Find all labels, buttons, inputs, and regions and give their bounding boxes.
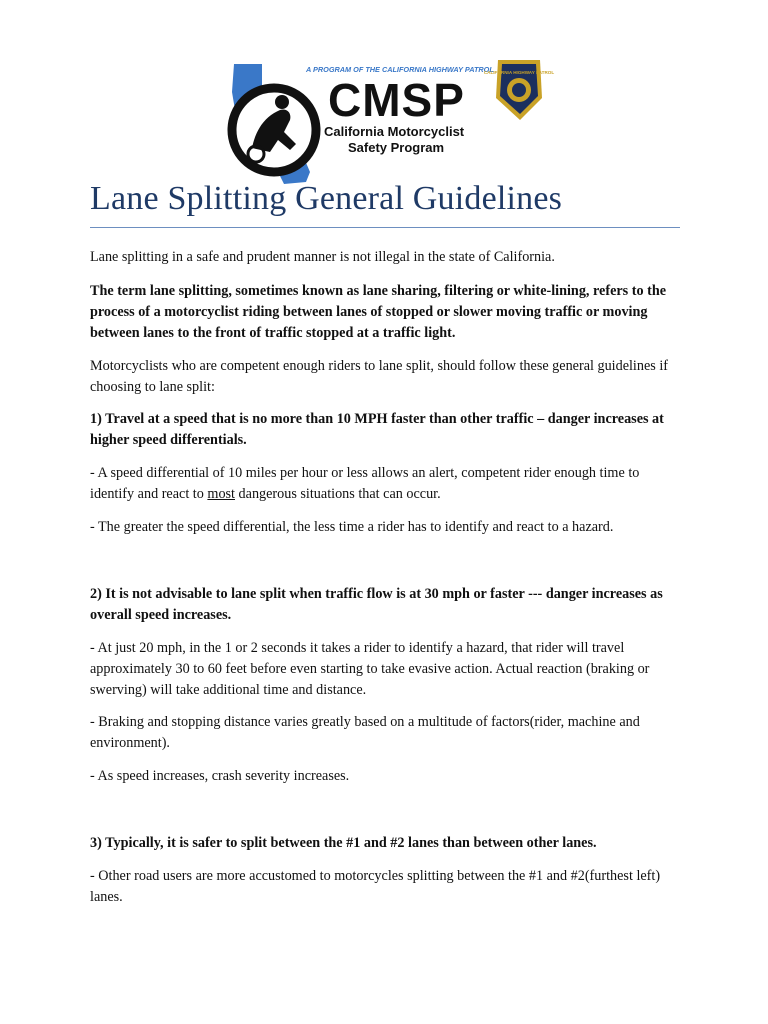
point-text-before: - A speed differential of 10 miles per hour or less allows an alert, competent rider enough time to identify and react to	[90, 465, 640, 502]
guideline-3-point-1: - Other road users are more accustomed to motorcycles splitting between the #1 and #2(furthest left) lanes.	[90, 868, 661, 905]
cmsp-logo-graphic	[226, 58, 555, 188]
guideline-3-heading: 3) Typically, it is safer to split between the #1 and #2 lanes than between other lanes.	[90, 835, 597, 851]
emphasized-word: most	[207, 486, 235, 502]
logo-name-line1: California Motorcyclist	[324, 124, 465, 139]
guideline-1-heading: 1) Travel at a speed that is no more than 10 MPH faster than other traffic – danger increases at higher speed differentials.	[90, 411, 664, 448]
badge-text: CALIFORNIA HIGHWAY PATROL	[483, 70, 555, 75]
definition-paragraph: The term lane splitting, sometimes known as lane sharing, filtering or white-lining, refers to the process of a motorcyclist riding between lanes of stopped or slower moving traffic or moving between lanes to the front of traffic stopped at a traffic light.	[90, 283, 667, 341]
guideline-2-point-3: - As speed increases, crash severity increases.	[90, 768, 350, 784]
point-text-after: dangerous situations that can occur.	[235, 486, 441, 502]
logo-acronym: CMSP	[328, 74, 465, 126]
cmsp-logo	[226, 58, 555, 188]
guideline-2-point-2: - Braking and stopping distance varies greatly based on a multitude of factors(rider, machine and environment).	[90, 714, 640, 751]
page-title: Lane Splitting General Guidelines	[90, 180, 563, 217]
chp-badge	[484, 60, 555, 120]
title-divider	[90, 227, 680, 228]
logo-name-line2: Safety Program	[348, 140, 445, 155]
guideline-1-point-2: - The greater the speed differential, the less time a rider has to identify and react to a hazard.	[90, 519, 614, 535]
guideline-2-heading: 2) It is not advisable to lane split when traffic flow is at 30 mph or faster --- danger increases as overall speed increases.	[90, 586, 663, 623]
logo-tagline: A PROGRAM OF THE CALIFORNIA HIGHWAY PATROL	[306, 65, 494, 74]
intro-paragraph: Lane splitting in a safe and prudent manner is not illegal in the state of California.	[90, 249, 555, 265]
lead-paragraph: Motorcyclists who are competent enough riders to lane split, should follow these general guidelines if choosing to lane split:	[90, 358, 669, 395]
guideline-2-point-1: - At just 20 mph, in the 1 or 2 seconds it takes a rider to identify a hazard, that rider will travel approximately 30 to 60 feet before even starting to take evasive action. Actual reaction (braking or swerving) will take additional time and distance.	[90, 640, 650, 698]
guideline-1-point-1	[90, 463, 680, 505]
